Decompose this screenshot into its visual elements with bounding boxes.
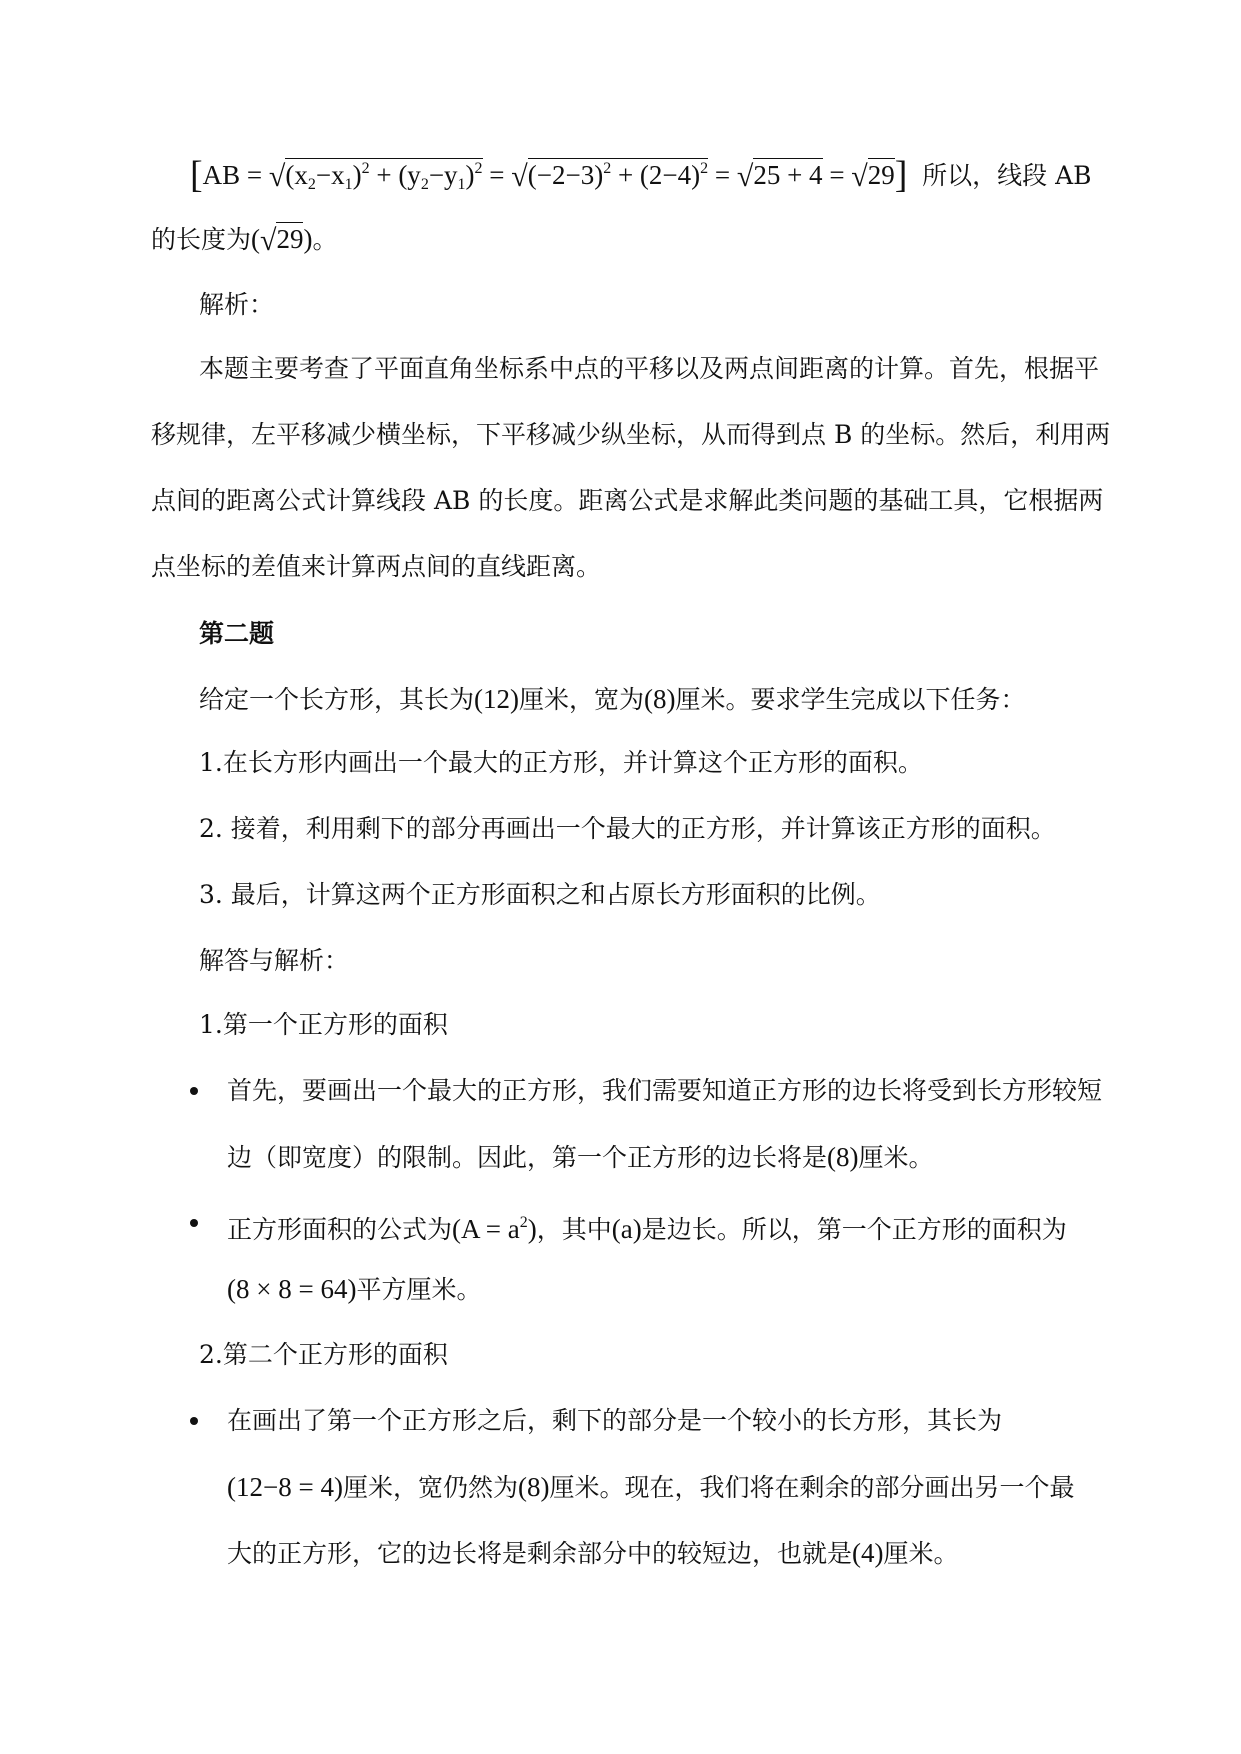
formula-cont-text: 的长度为 [151, 225, 252, 254]
task-3: 3. 最后，计算这两个正方形面积之和占原长方形面积的比例。 [199, 880, 881, 909]
result-expression: (√29) [251, 224, 313, 257]
sqrt-icon: √ [260, 224, 277, 257]
prompt-part-c: 厘米。要求学生完成以下任务： [675, 685, 1026, 714]
sqrt-icon: √ [851, 160, 868, 193]
s1-b1-side-value: (8) [827, 1142, 859, 1172]
analysis-line-4: 点坐标的差值来计算两点间的直线距离。 [151, 552, 602, 581]
formula-continuation [151, 222, 338, 258]
sqrt-icon: √ [736, 160, 754, 193]
s2-bullet1-line1: 在画出了第一个正方形之后，剩下的部分是一个较小的长方形，其长为 [227, 1406, 1003, 1435]
bullet-dot [190, 1219, 198, 1227]
s2-bullet1-line3 [227, 1536, 959, 1571]
section2-title: 2.第二个正方形的面积 [199, 1340, 448, 1369]
s1-b2-text-c: 是边长。所以，第一个正方形的面积为 [641, 1215, 1067, 1244]
question2-heading: 第二题 [199, 619, 275, 648]
s1-b2-text-a: 正方形面积的公式为 [227, 1215, 453, 1244]
bullet-dot [190, 1087, 198, 1095]
analysis-line-2: 移规律，左平移减少横坐标，下平移减少纵坐标，从而得到点 B 的坐标。然后，利用两 [151, 420, 1111, 449]
s1-b1-text-a: 边（即宽度）的限制。因此，第一个正方形的边长将是 [227, 1143, 828, 1172]
s1-bullet2-line1 [227, 1206, 1067, 1247]
s1-bullet1-line1: 首先，要画出一个最大的正方形，我们需要知道正方形的边长将受到长方形较短 [227, 1076, 1103, 1105]
right-bracket: ] [894, 154, 908, 196]
formula-sum-radicand: 25 + 4 [753, 160, 823, 190]
area-formula: $(A = a^2)$ [452, 1214, 537, 1244]
s2-b1-text-b: 厘米。现在，我们将在剩余的部分画出另一个最 [549, 1473, 1075, 1502]
analysis-line-3: 点间的距离公式计算线段 AB 的长度。距离公式是求解此类问题的基础工具，它根据两 [151, 486, 1104, 515]
s1-b2-var: (a) [611, 1214, 642, 1244]
s1-b2-unit: 平方厘米。 [356, 1275, 482, 1304]
s1-bullet1-line2 [227, 1140, 934, 1175]
formula-cont-end: 。 [312, 225, 338, 254]
s1-b1-text-b: 厘米。 [858, 1143, 934, 1172]
question2-prompt [199, 682, 1026, 717]
s2-b1-text-c: 大的正方形，它的边长将是剩余部分中的较短边，也就是 [227, 1539, 853, 1568]
rect-width-value: (8) [644, 684, 676, 714]
left-bracket: [ [190, 154, 203, 196]
s1-bullet2-line2 [227, 1272, 481, 1307]
task-1: 1.在长方形内画出一个最大的正方形，并计算这个正方形的面积。 [199, 748, 923, 777]
s2-b1-text-a: 厘米，宽仍然为 [342, 1473, 518, 1502]
prompt-part-b: 厘米，宽为 [519, 685, 645, 714]
formula-ab-equals: AB = [202, 160, 269, 190]
analysis-label: 解析： [199, 290, 275, 319]
answer-label: 解答与解析： [199, 946, 350, 975]
formula-suffix: 所以，线段 AB [922, 161, 1092, 190]
s2-b1-length-value: (12−8 = 4) [227, 1472, 343, 1502]
rect-length-value: (12) [474, 684, 519, 714]
s1-b2-text-b: ，其中 [536, 1215, 612, 1244]
section1-title: 1.第一个正方形的面积 [199, 1010, 448, 1039]
sqrt-icon: √ [511, 160, 528, 193]
prompt-part-a: 给定一个长方形，其长为 [199, 685, 475, 714]
distance-formula-line: $[AB = √(x_2-x_1)^2 + (y_2-y_1)^2 = √(-2-3)^2 + (2-4)^2 = √25 + 4 = √29]$ 所以，线段 AB [190, 154, 1092, 196]
formula-general-radicand: $(x_2-x_1)^2 + (y_2-y_1)^2$ [285, 160, 483, 193]
s2-bullet1-line2 [227, 1470, 1074, 1505]
s2-b1-width-value: (8) [517, 1472, 550, 1502]
bullet-dot [190, 1417, 198, 1425]
task-2: 2. 接着，利用剩下的部分再画出一个最大的正方形，并计算该正方形的面积。 [199, 814, 1056, 843]
formula-values-radicand: $(-2-3)^2 + (2-4)^2$ [527, 160, 709, 190]
s1-b2-area-value: (8 × 8 = 64) [227, 1274, 357, 1304]
analysis-line-1: 本题主要考查了平面直角坐标系中点的平移以及两点间距离的计算。首先，根据平 [199, 354, 1100, 383]
s2-b1-text-d: 厘米。 [883, 1539, 959, 1568]
s2-b1-side-value: (4) [852, 1538, 884, 1568]
formula-result-radicand: 29 [867, 160, 895, 190]
sqrt-icon: √ [268, 160, 286, 193]
